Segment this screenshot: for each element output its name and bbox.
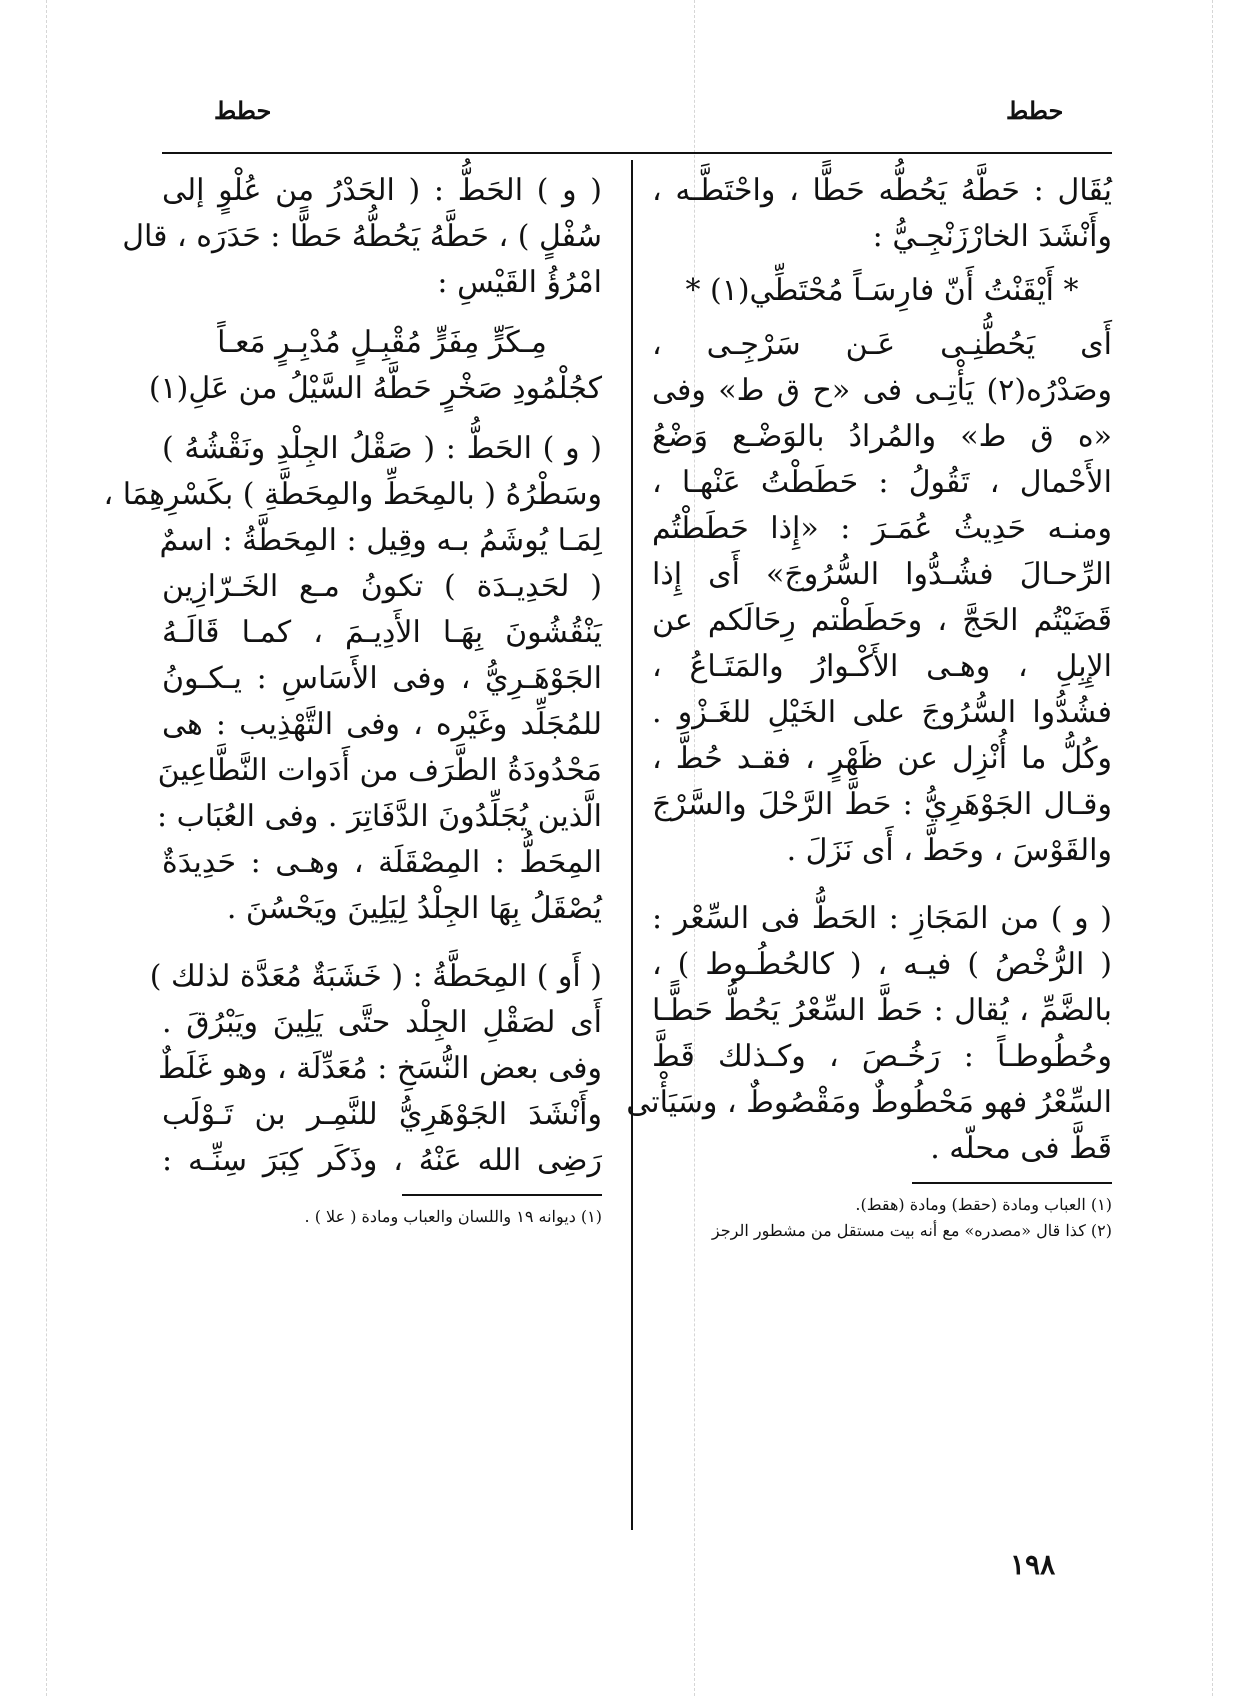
text-line: ( و ) من المَجَازِ : الحَطُّ فى السِّعْر : bbox=[652, 901, 1112, 936]
footnote-rule bbox=[402, 1194, 602, 1196]
text-line: الأَحْمال ، تَقُولُ : حَطَطْتُ عَنْهـا ، bbox=[652, 465, 1112, 500]
page-number: ١٩٨ bbox=[1010, 1548, 1056, 1581]
text-line: قَطَّ فى محلّه . bbox=[930, 1131, 1112, 1166]
text-line: الإِبِلِ ، وهـى الأَكْـوارُ والمَتَـاعُ ، bbox=[652, 649, 1112, 684]
text-line: الَّذين يُجَلِّدُونَ الدَّفَاتِرَ . وفى العُبَاب : bbox=[156, 799, 602, 834]
text-line: وكُلُّ ما أُنْزِل عن ظَهْرٍ ، فقـد حُطَّ ، bbox=[652, 741, 1112, 776]
text-line: ( أَو ) المِحَطَّةُ : ( خَشَبَةٌ مُعَدَّة لذلك ) bbox=[149, 959, 602, 994]
text-line: المِحَطُّ : المِصْقَلَة ، وهـى : حَدِيدَةٌ bbox=[162, 845, 602, 880]
text-line: رَضِى الله عَنْهُ ، وذَكَر كِبَرَ سِنِّـه : bbox=[162, 1143, 602, 1178]
text-line: مَحْدُودَةُ الطَّرَف من أَدَوات النَّطَّاعِينَ bbox=[157, 753, 602, 788]
text-line: الجَوْهَـرِيُّ ، وفى الأَسَاسِ : يـكـونُ bbox=[162, 661, 602, 696]
text-line: ومنـه حَدِيثُ عُمَـرَ : «إِذا حَطَطْتُم bbox=[652, 511, 1112, 546]
fold-line-right bbox=[1212, 0, 1213, 1696]
left-column bbox=[103, 168, 602, 1230]
footnote: (٢) كذا قال «مصدره» مع أنه بيت مستقل من مشطور الرجز bbox=[711, 1221, 1112, 1240]
text-line: يُصْقَلُ بِهَا الجِلْدُ لِيَلِينَ ويَحْسُنَ . bbox=[226, 891, 602, 926]
text-line: وأَنْشَدَ الجَوْهَرِيُّ للنَّمِـر بن تَـوْلَب bbox=[162, 1097, 602, 1132]
text-line: ( لحَدِيـدَة ) تكونُ مـع الخَـرّازِين bbox=[162, 569, 602, 604]
text-line: بالضَّمِّ ، يُقال : حَطَّ السِّعْرُ يَحُطُّ حَطًّـا bbox=[652, 993, 1112, 1028]
footnote-rule bbox=[912, 1182, 1112, 1184]
footnote: (١) ديوانه ١٩ واللسان والعباب ومادة ( علا ) . bbox=[304, 1207, 602, 1226]
text-line: وحُطُوطـاً : رَخُـصَ ، وكـذلك قَطَّ bbox=[652, 1039, 1112, 1074]
text-line: قَضَيْتُم الحَجَّ ، وحَطَطْتم رِحَالَكم عن bbox=[652, 603, 1112, 638]
text-line: ( و ) الحَطُّ : ( صَقْلُ الجِلْدِ ونَقْشُهُ ) bbox=[162, 431, 602, 466]
text-line: السِّعْرُ فهو مَحْطُوطٌ ومَقْصُوطٌ ، وسَيَأْتى bbox=[626, 1085, 1112, 1120]
text-line: والقَوْسَ ، وحَطَّ ، أَى نَزَلَ . bbox=[786, 833, 1112, 868]
right-column bbox=[626, 168, 1112, 1244]
text-line: ( و ) الحَطُّ : ( الحَدْرُ من عُلْوٍ إلى bbox=[162, 173, 602, 208]
running-header-left: حطط bbox=[214, 96, 272, 125]
text-line: الرِّحـالَ فشُـدُّوا السُّرُوجَ» أَى إِذا bbox=[652, 557, 1112, 592]
column-divider bbox=[631, 160, 633, 1530]
text-line: للمُجَلِّد وغَيْره ، وفى التَّهْذِيب : هى bbox=[162, 707, 602, 742]
text-line: وفى بعض النُّسَخِ : مُعَدِّلَة ، وهو غَلَطٌ bbox=[157, 1051, 602, 1086]
text-line: يُقَال : حَطَّهُ يَحُطُّه حَطًّا ، واحْتَطَّـه ، bbox=[652, 173, 1112, 208]
text-line: فشُدُّوا السُّرُوجَ على الخَيْلِ للغَـزْو . bbox=[652, 695, 1112, 730]
text-line: ( الرُّخْصُ ) فيـه ، ( كالحُطُـوط ) ، bbox=[652, 947, 1112, 982]
fold-line-left bbox=[46, 0, 47, 1696]
text-line: أَى لصَقْلِ الجِلْد حتَّى يَلِينَ ويَبْرُقَ . bbox=[162, 1005, 602, 1040]
verse-line: مِـكَرٍّ مِفَرٍّ مُقْبِـلٍ مُدْبِـرٍ مَعـاً bbox=[217, 325, 547, 360]
text-line: وصَدْرُه(٢) يَأْتِـى فى «ح ق ط» وفى bbox=[652, 373, 1112, 408]
text-line: «ه ق ط» والمُرادُ بالوَضْـع وَضْعُ bbox=[652, 419, 1112, 454]
footnote: (١) العباب ومادة (حقط) ومادة (هقط). bbox=[855, 1195, 1112, 1214]
text-line: يَنْقُشُونَ بِهَـا الأَدِيـمَ ، كمـا قَالَـهُ bbox=[162, 615, 602, 650]
running-header-right: حطط bbox=[1006, 96, 1064, 125]
verse-line: كجُلْمُودِ صَخْرٍ حَطَّهُ السَّيْلُ من عَلِ(١) bbox=[148, 371, 602, 406]
text-line: لِمَـا يُوشَمُ بـه وقِيل : المِحَطَّةُ : اسمٌ bbox=[159, 523, 602, 558]
header-rule bbox=[162, 152, 1112, 154]
text-line: وسَطْرُهُ ( بالمِحَطِّ والمِحَطَّةِ ) بكَسْرِهِمَا ، bbox=[103, 477, 602, 512]
text-line: امْرُؤُ القَيْسِ : bbox=[437, 265, 602, 300]
text-line: وقـال الجَوْهَرِيُّ : حَطَّ الرَّحْلَ والسَّرْجَ bbox=[652, 787, 1112, 822]
text-line: أَى يَحُطُّنِـى عَـن سَرْجِـى ، bbox=[652, 327, 1112, 362]
text-line: وأَنْشَدَ الخارْزَنْجِـيُّ : bbox=[872, 219, 1112, 254]
verse-line: * أَيْقَنْتُ أَنّ فارِسَـاً مُحْتَطِّي(١) * bbox=[685, 273, 1079, 308]
text-line: سُفْلٍ ) ، حَطَّهُ يَحُطُّهُ حَطًّا : حَدَرَه ، قال bbox=[122, 219, 602, 254]
